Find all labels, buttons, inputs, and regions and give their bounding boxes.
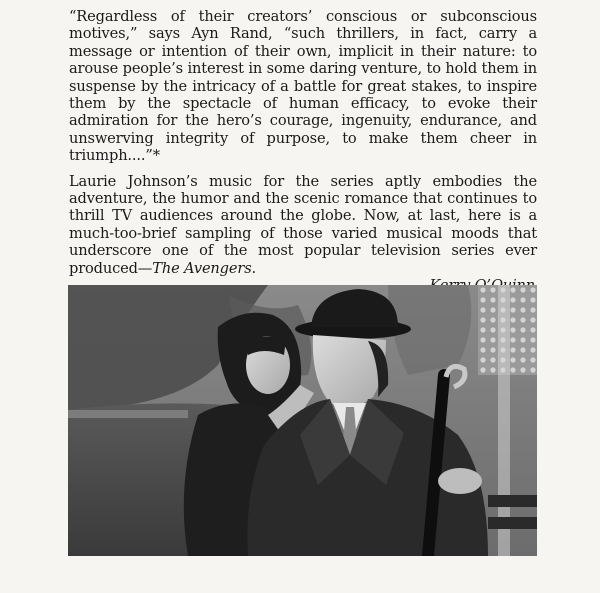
publicity-photo <box>68 285 537 556</box>
ayn-rand-quote: “Regardless of their creators’ conscious or subconscious motives,” says Ayn Rand, “such thrillers, in fact, carry a message or intention of their own, implicit in their nature: to arouse people’s interest in some daring venture, to hold them in suspense by the intricacy of a battle for great stakes, to inspire them by the spectacle of human efficacy, to evoke their admiration for the hero’s courage, ingenuity, endurance, and unswerving integrity of purpose, to make them cheer in triumph....”* <box>69 8 537 165</box>
photo-illustration <box>68 285 537 556</box>
body-end: . <box>251 259 257 277</box>
body-paragraph <box>69 173 537 277</box>
body-text: Laurie Johnson’s music for the series aptly embodies the adventure, the humor and the scenic romance that continues to thrill TV audiences around the globe. Now, at last, here is a much-too-brief sampling of those varied musical moods that underscore one of the most popular television series ever produced— <box>69 172 537 277</box>
series-title: The Avengers <box>152 259 252 277</box>
